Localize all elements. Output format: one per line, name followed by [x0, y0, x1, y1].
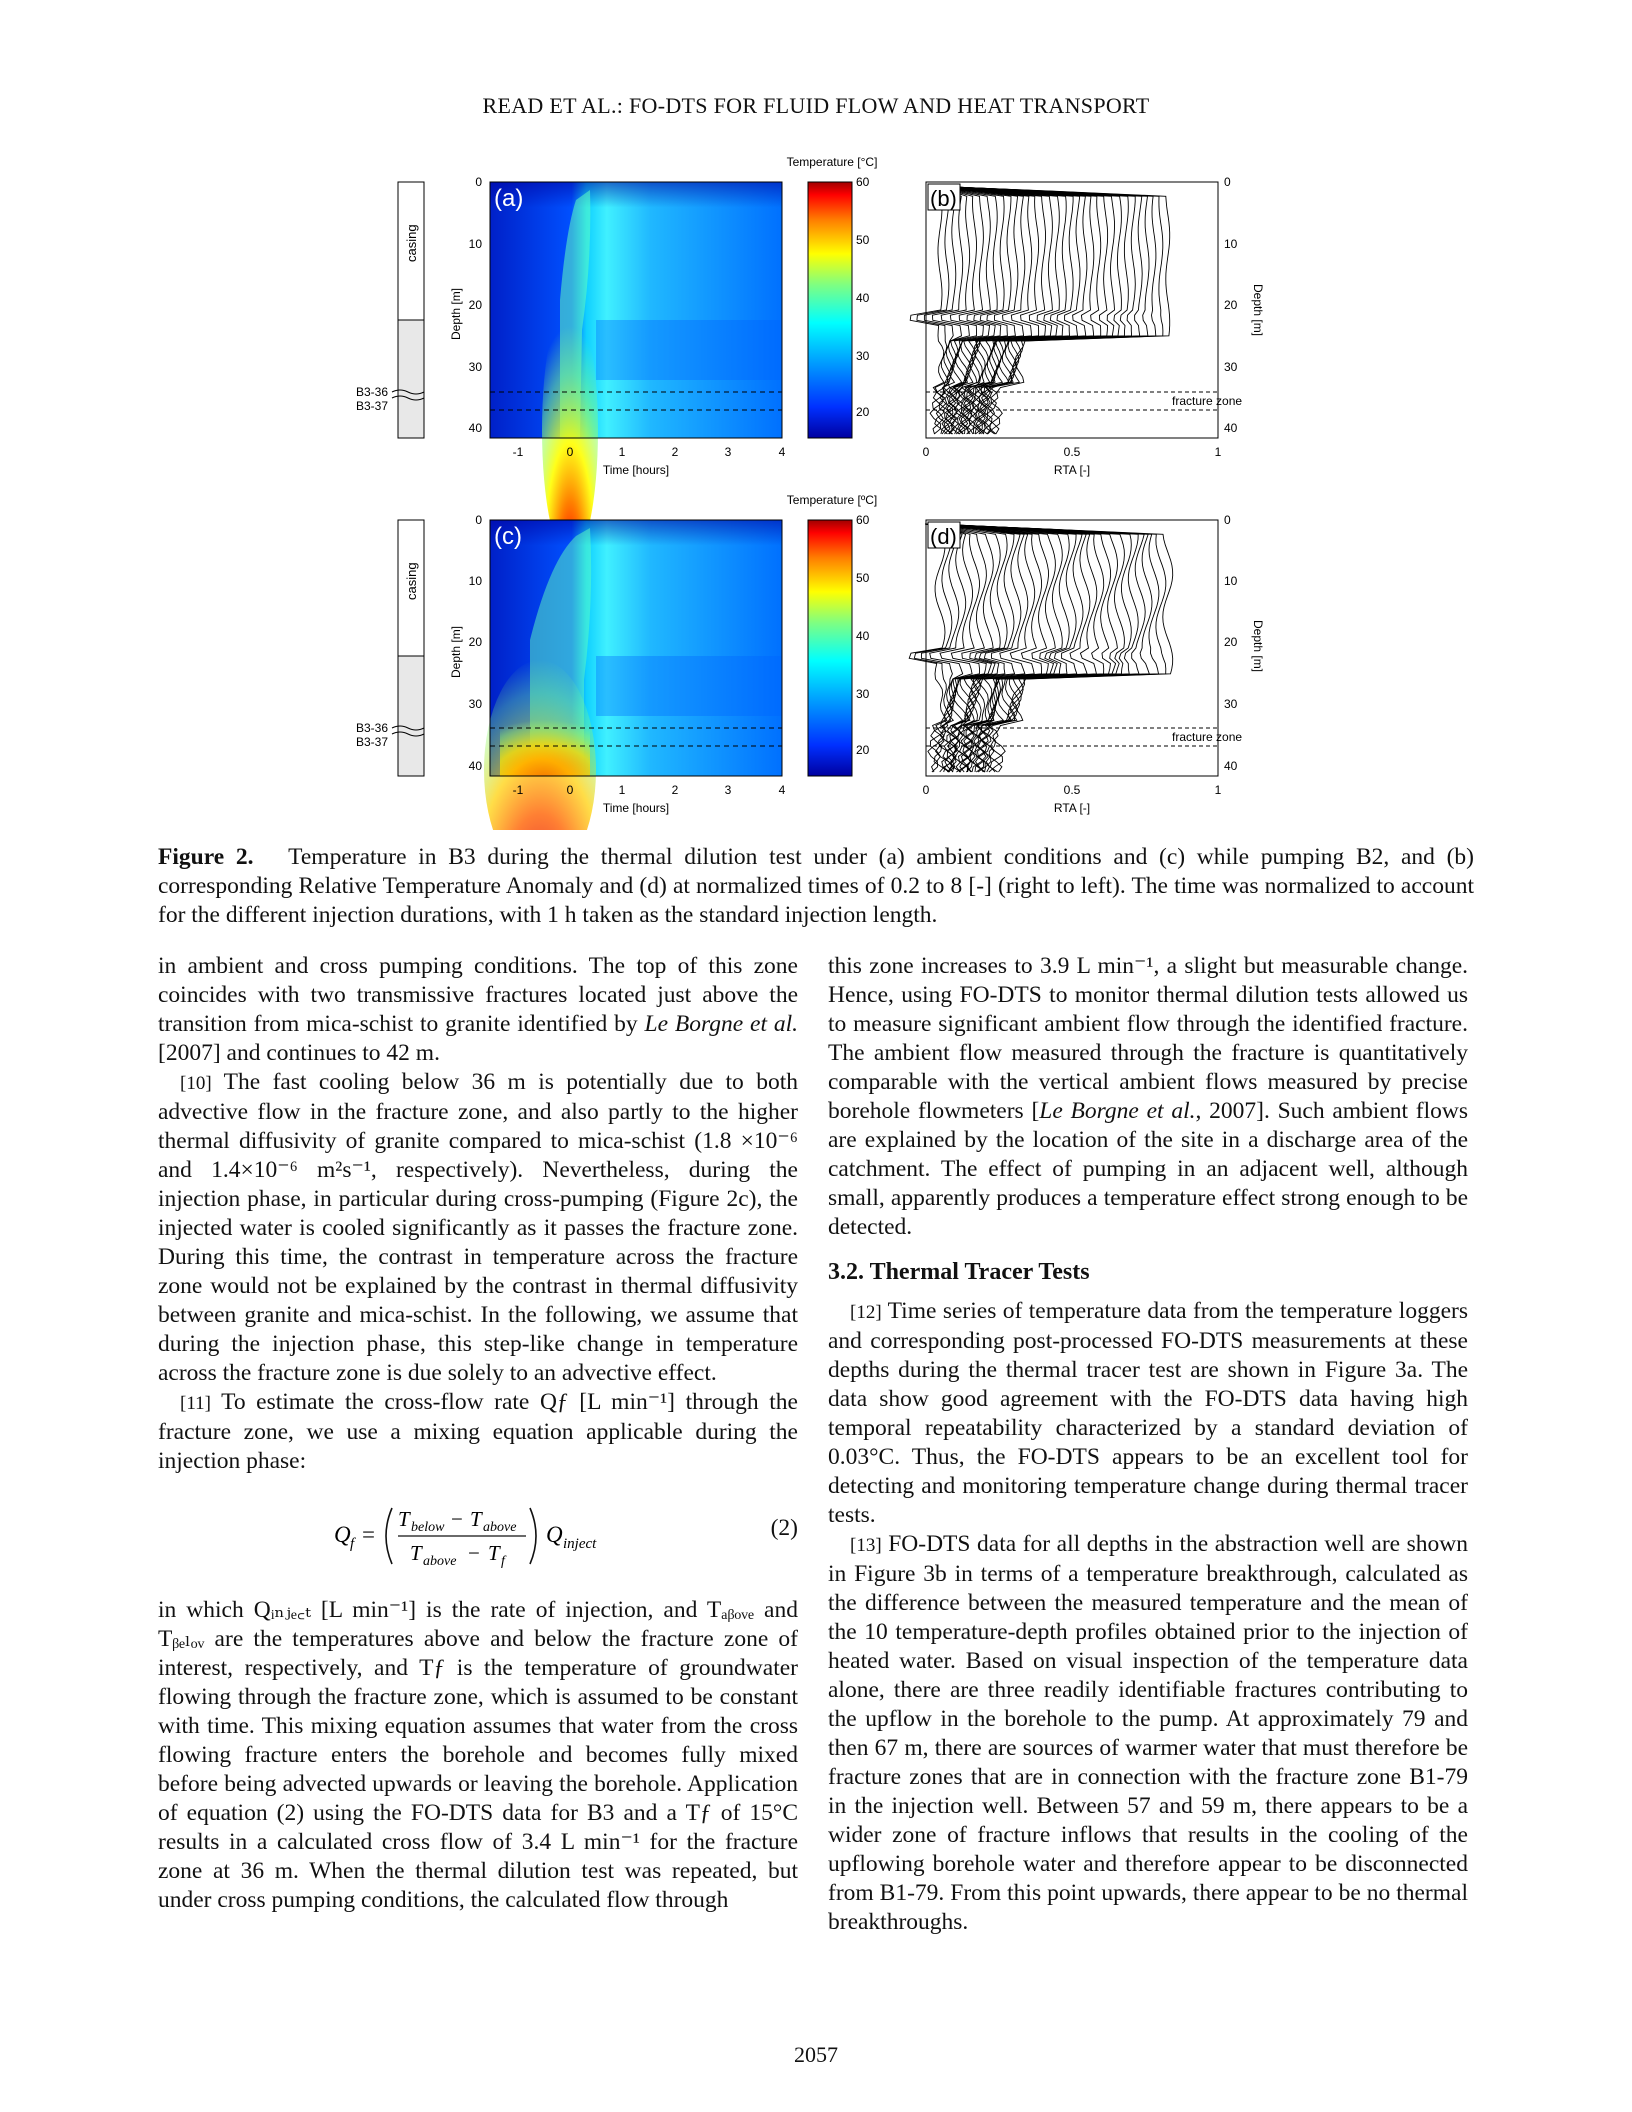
depth-tick-c-0: 0 [475, 513, 482, 527]
equation-2 [158, 1488, 798, 1580]
colorbar-a [787, 155, 878, 438]
depth-tick-b-10: 10 [1224, 237, 1238, 251]
colorbar-c [787, 493, 877, 776]
depth-tick-c-40: 40 [468, 759, 482, 773]
casing-label-a: casing [404, 224, 419, 262]
time-tick-c-3: 3 [724, 783, 732, 797]
svg-text:Q: Q [546, 1522, 563, 1547]
rta-tick-b-1: 1 [1214, 445, 1222, 459]
fracture-zone-label-b: fracture zone [1172, 394, 1243, 408]
depth-tick-a-30: 30 [468, 360, 482, 374]
depth-tick-d-0: 0 [1224, 513, 1231, 527]
left-paragraph-1: in ambient and cross pumping conditions. The top of this zone coincides with two transmissive fractures located just above the transition from mica-schist to granite identified by Le Borgne et al. [2007] and continues to 42 m. [158, 953, 798, 1066]
panel-label-d: (d) [930, 524, 957, 549]
rta-axis-label-b: RTA [-] [1053, 463, 1091, 477]
paragraph-13: [13] FO-DTS data for all depths in the abstraction well are shown in Figure 3b in terms of a temperature breakthrough, calculated as the difference between the measured temperature and the mean of the 10 temperature-depth profiles obtained prior to the injection of heated water. Based on visual inspection of the temperature data alone, there are three readily identifiable fractures contributing to the upflow in the borehole to the pump. At approximately 79 and then 67 m, there are sources of warmer water that must therefore be fracture zones that are in connection with the fracture zone B1-79 in the injection well. Between 57 and 59 m, there appears to be a wider zone of fracture inflows that results in the cooling of the upflowing borehole water and therefore appear to be disconnected from B1-79. From this point upwards, there appear to be no thermal breakthroughs. [828, 1531, 1468, 1935]
left-paragraph-4: in which Qᵢₙⱼₑ꜀ₜ [L min⁻¹] is the rate of injection, and Tₐᵦₒᵥₑ and Tᵦₑₗₒᵥ are the temperatures above and below the fracture zone of interest, respectively, and Tƒ is the temperature of groundwater flowing through the fracture zone, which is assumed to be constant with time. This mixing equation assumes that water from the cross flowing fracture enters the borehole and becomes fully mixed before being advected upwards or leaving the borehole. Application of equation (2) using the FO-DTS data for B3 and a Tƒ of 15°C results in a calculated cross flow of 3.4 L min⁻¹ for the fracture zone at 36 m. When the thermal dilution test was repeated, but under cross pumping conditions, the calculated flow through [158, 1597, 798, 1913]
time-tick-c-0: 0 [566, 783, 574, 797]
depth-tick-a-0: 0 [475, 175, 482, 189]
time-tick-a-2: 2 [671, 445, 679, 459]
lithology-column-a [356, 182, 424, 438]
svg-text:f: f [501, 1554, 505, 1569]
svg-text:below: below [411, 1520, 445, 1535]
depth-tick-a-40: 40 [468, 421, 482, 435]
rta-panel-d [909, 513, 1265, 815]
depth-tick-b-0: 0 [1224, 175, 1231, 189]
time-tick-a-m1: -1 [512, 445, 524, 459]
panel-label-a: (a) [494, 185, 524, 212]
heatmap-panel-a [449, 175, 786, 560]
svg-text:−: − [451, 1507, 463, 1531]
left-column [158, 952, 798, 1915]
depth-tick-b-20: 20 [1224, 298, 1238, 312]
colorbar-tick-c-60: 60 [856, 513, 870, 527]
citation-le-borgne-2: Le Borgne et al. [1039, 1098, 1196, 1124]
depth-axis-label-a: Depth [m] [449, 287, 463, 340]
depth-tick-d-10: 10 [1224, 574, 1238, 588]
mixing-equation [334, 1494, 634, 1578]
paragraph-number-10: [10] [180, 1073, 212, 1094]
colorbar-tick-c-50: 50 [856, 571, 870, 585]
time-tick-c-1: 1 [618, 783, 626, 797]
time-tick-a-0: 0 [566, 445, 574, 459]
depth-tick-c-30: 30 [468, 697, 482, 711]
depth-tick-b-30: 30 [1224, 360, 1238, 374]
svg-text:T: T [398, 1507, 410, 1531]
rta-tick-d-05: 0.5 [1063, 783, 1081, 797]
caption-label: Figure 2. [158, 844, 254, 870]
fracture-label-b3-36-c: B3-36 [356, 721, 389, 735]
colorbar-title-a: Temperature [°C] [786, 155, 878, 169]
rta-tick-b-0: 0 [922, 445, 930, 459]
depth-tick-d-40: 40 [1224, 759, 1238, 773]
svg-text:T: T [488, 1541, 500, 1565]
colorbar-tick-a-40: 40 [856, 291, 870, 305]
time-tick-a-3: 3 [724, 445, 732, 459]
svg-text:inject: inject [563, 1536, 597, 1552]
paragraph-10: [10] The fast cooling below 36 m is potentially due to both advective flow in the fracture zone, and also partly to the higher thermal diffusivity of granite compared to mica-schist (1.8 ×10⁻⁶ and 1.4×10⁻⁶ m²s⁻¹, respectively). Nevertheless, during the injection phase, in particular during cross-pumping (Figure 2c), the injected water is cooled significantly as it passes the fracture zone. During this time, the contrast in temperature across the fracture zone would not be explained by the contrast in thermal diffusivity between granite and mica-schist. In the following, we assume that during the injection phase, this step-like change in temperature across the fracture zone is due solely to an advective effect. [158, 1069, 798, 1386]
section-heading-3-2: 3.2. Thermal Tracer Tests [828, 1259, 1090, 1285]
time-axis-label-c: Time [hours] [602, 801, 670, 815]
depth-tick-d-30: 30 [1224, 697, 1238, 711]
depth-tick-a-10: 10 [468, 237, 482, 251]
depth-tick-c-20: 20 [468, 635, 482, 649]
time-tick-a-1: 1 [618, 445, 626, 459]
casing-label-c: casing [404, 562, 419, 600]
citation-le-borgne: Le Borgne et al. [644, 1011, 798, 1037]
figure-caption [158, 843, 1474, 930]
fracture-label-b3-37-c: B3-37 [356, 735, 389, 749]
colorbar-tick-a-50: 50 [856, 233, 870, 247]
colorbar-title-c: Temperature [ºC] [786, 493, 878, 507]
svg-text:above: above [483, 1520, 517, 1535]
colorbar-tick-a-60: 60 [856, 175, 870, 189]
svg-text:f: f [350, 1536, 355, 1552]
panel-label-b: (b) [930, 186, 957, 211]
svg-text:−: − [468, 1541, 480, 1565]
depth-tick-c-10: 10 [468, 574, 482, 588]
rta-panel-b [910, 175, 1265, 477]
time-tick-c-4: 4 [778, 783, 786, 797]
depth-axis-label-c: Depth [m] [449, 625, 463, 678]
heatmap-panel-c [449, 513, 786, 830]
right-paragraph-1: this zone increases to 3.9 L min⁻¹, a slight but measurable change. Hence, using FO-DTS to monitor thermal dilution tests allowed us to measure significant ambient flow through the identified fracture. The ambient flow measured through the fracture is quantitatively comparable with the vertical ambient flows measured by precise borehole flowmeters [Le Borgne et al., 2007]. Such ambient flows are explained by the location of the site in a discharge area of the catchment. The effect of pumping in an adjacent well, although small, apparently produces a temperature effect strong enough to be detected. [828, 953, 1469, 1240]
colorbar-tick-a-20: 20 [856, 405, 870, 419]
rta-tick-b-05: 0.5 [1063, 445, 1081, 459]
depth-axis-label-b: Depth [m] [1251, 284, 1265, 337]
time-tick-c-2: 2 [671, 783, 679, 797]
colorbar-tick-c-40: 40 [856, 629, 870, 643]
svg-text:T: T [470, 1507, 482, 1531]
colorbar-tick-c-20: 20 [856, 743, 870, 757]
paragraph-11: [11] To estimate the cross-flow rate Qƒ [L min⁻¹] through the fracture zone, we use a mixing equation applicable during the injection phase: [158, 1389, 798, 1474]
paragraph-number-12: [12] [850, 1302, 882, 1323]
equation-number: (2) [770, 1515, 798, 1541]
rta-axis-label-d: RTA [-] [1053, 801, 1091, 815]
depth-tick-a-20: 20 [468, 298, 482, 312]
running-head: READ ET AL.: FO-DTS FOR FLUID FLOW AND HEAT TRANSPORT [482, 93, 1150, 118]
figure-2 [0, 0, 1632, 830]
fracture-label-b3-37-a: B3-37 [356, 399, 389, 413]
time-tick-c-m1: -1 [512, 783, 524, 797]
time-tick-a-4: 4 [778, 445, 786, 459]
page-number: 2057 [794, 2042, 838, 2067]
rta-tick-d-0: 0 [922, 783, 930, 797]
svg-text:Q: Q [334, 1522, 351, 1547]
depth-tick-d-20: 20 [1224, 635, 1238, 649]
panel-label-c: (c) [494, 523, 522, 550]
colorbar-tick-a-30: 30 [856, 349, 870, 363]
lithology-column-c [356, 520, 424, 776]
caption-text: Temperature in B3 during the thermal dilution test under (a) ambient conditions and (c) while pumping B2, and (b) corresponding Relative Temperature Anomaly and (d) at normalized times of 0.2 to 8 [-] (right to left). The time was normalized to account for the different injection durations, with 1 h taken as the standard injection length. [158, 844, 1475, 928]
time-axis-label-a: Time [hours] [602, 463, 670, 477]
paragraph-number-11: [11] [180, 1393, 211, 1414]
rta-tick-d-1: 1 [1214, 783, 1222, 797]
depth-tick-b-40: 40 [1224, 421, 1238, 435]
paragraph-12: [12] Time series of temperature data from the temperature loggers and corresponding post-processed FO-DTS measurements at these depths during the thermal tracer test are shown in Figure 3a. The data show good agreement with the FO-DTS data having high temporal repeatability characterized by a standard deviation of 0.03°C. Thus, the FO-DTS appears to be an excellent tool for detecting and monitoring temperature change during thermal tracer tests. [828, 1298, 1468, 1528]
right-column [828, 952, 1468, 1937]
svg-text:T: T [410, 1541, 422, 1565]
svg-text:above: above [423, 1554, 457, 1569]
fracture-label-b3-36-a: B3-36 [356, 385, 389, 399]
colorbar-tick-c-30: 30 [856, 687, 870, 701]
svg-text:=: = [362, 1522, 375, 1547]
fracture-zone-label-d: fracture zone [1172, 730, 1243, 744]
paragraph-number-13: [13] [850, 1535, 882, 1556]
depth-axis-label-d: Depth [m] [1251, 620, 1265, 673]
